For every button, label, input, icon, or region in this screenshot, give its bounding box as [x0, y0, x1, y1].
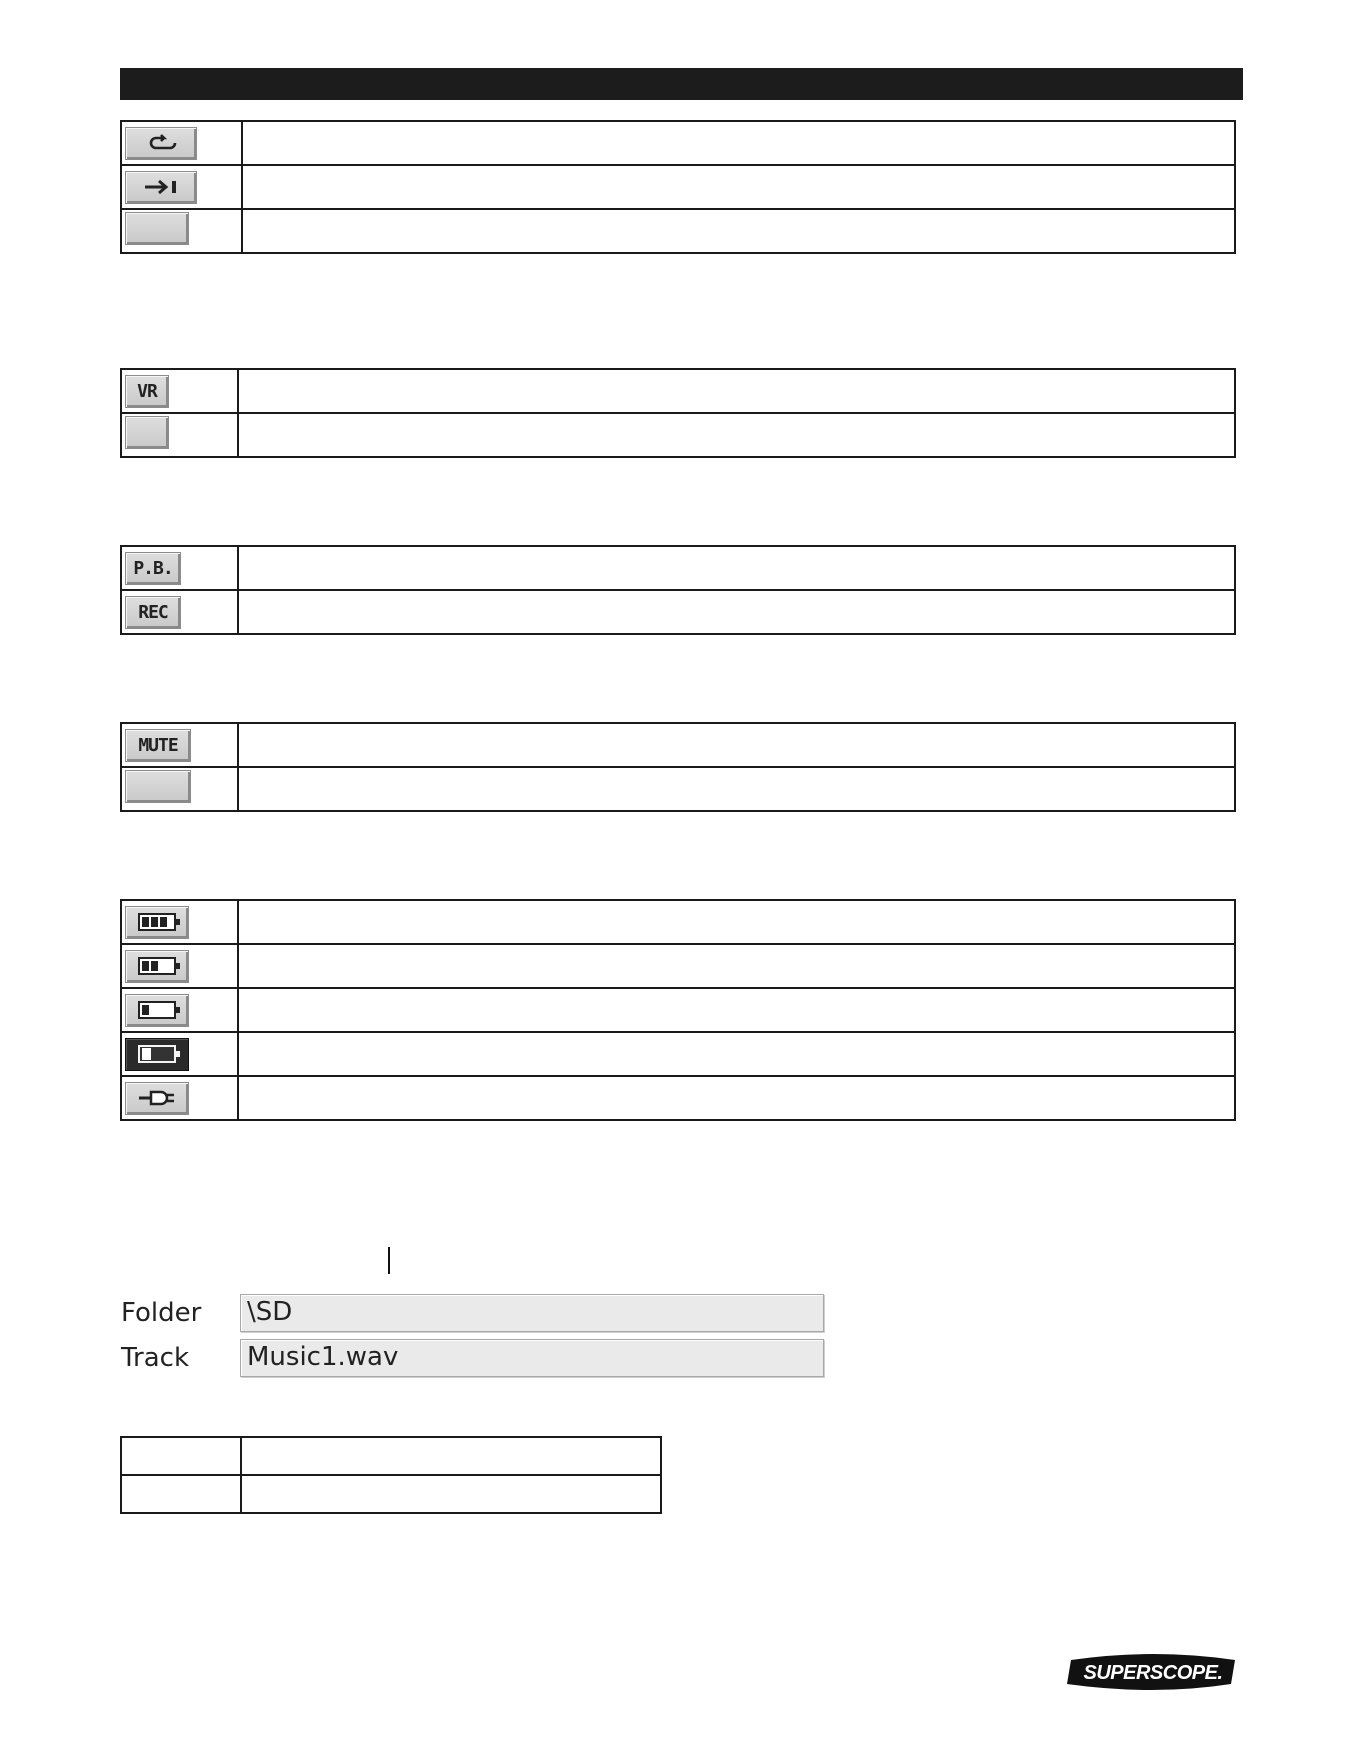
playback-icon: P.B.	[125, 552, 181, 585]
battery-one-third-icon	[125, 994, 189, 1027]
description-cell	[238, 590, 1235, 634]
table-row	[121, 767, 1235, 811]
repeat-icon	[125, 127, 197, 160]
ac-power-plug-icon	[125, 1082, 189, 1115]
mute-icon-table	[120, 722, 1236, 812]
blank-button-icon	[125, 212, 189, 245]
description-cell	[238, 767, 1235, 811]
battery-low-icon	[125, 1038, 189, 1071]
track-label: Track	[121, 1343, 190, 1373]
table-row	[121, 723, 1235, 767]
description-cell	[238, 944, 1235, 988]
vr-icon-table	[120, 368, 1236, 458]
section-header-bar	[120, 68, 1243, 100]
description-cell	[238, 900, 1235, 944]
description-cell	[238, 988, 1235, 1032]
description-cell	[242, 121, 1235, 165]
text-cursor-mark	[388, 1247, 390, 1274]
table-cell	[241, 1437, 661, 1475]
description-cell	[242, 209, 1235, 253]
table-row	[121, 944, 1235, 988]
description-cell	[238, 413, 1235, 457]
battery-two-thirds-icon	[125, 950, 189, 983]
table-row	[121, 369, 1235, 413]
mode-icon-table	[120, 545, 1236, 635]
description-cell	[242, 165, 1235, 209]
summary-table	[120, 1436, 662, 1514]
description-cell	[238, 546, 1235, 590]
table-row	[121, 900, 1235, 944]
folder-field: \SD	[240, 1294, 824, 1332]
folder-label: Folder	[121, 1298, 202, 1328]
record-icon: REC	[125, 596, 181, 629]
vr-icon: VR	[125, 375, 169, 408]
table-row	[121, 209, 1235, 253]
table-row	[121, 121, 1235, 165]
track-field: Music1.wav	[240, 1339, 824, 1377]
table-row	[121, 546, 1235, 590]
description-cell	[238, 1032, 1235, 1076]
table-cell	[121, 1475, 241, 1513]
blank-button-icon	[125, 416, 169, 449]
table-row	[121, 590, 1235, 634]
play-mode-icon-table	[120, 120, 1236, 254]
description-cell	[238, 723, 1235, 767]
battery-full-icon	[125, 906, 189, 939]
svg-text:SUPERSCOPE.: SUPERSCOPE.	[1083, 1662, 1223, 1684]
mute-icon: MUTE	[125, 729, 191, 762]
table-row	[121, 413, 1235, 457]
table-row	[121, 1437, 661, 1475]
description-cell	[238, 1076, 1235, 1120]
superscope-logo	[1063, 1650, 1243, 1694]
table-row	[121, 165, 1235, 209]
blank-button-icon	[125, 770, 191, 803]
skip-next-icon	[125, 171, 197, 204]
battery-icon-table	[120, 899, 1236, 1121]
table-cell	[121, 1437, 241, 1475]
table-row	[121, 1032, 1235, 1076]
table-cell	[241, 1475, 661, 1513]
table-row	[121, 1076, 1235, 1120]
description-cell	[238, 369, 1235, 413]
table-row	[121, 1475, 661, 1513]
table-row	[121, 988, 1235, 1032]
